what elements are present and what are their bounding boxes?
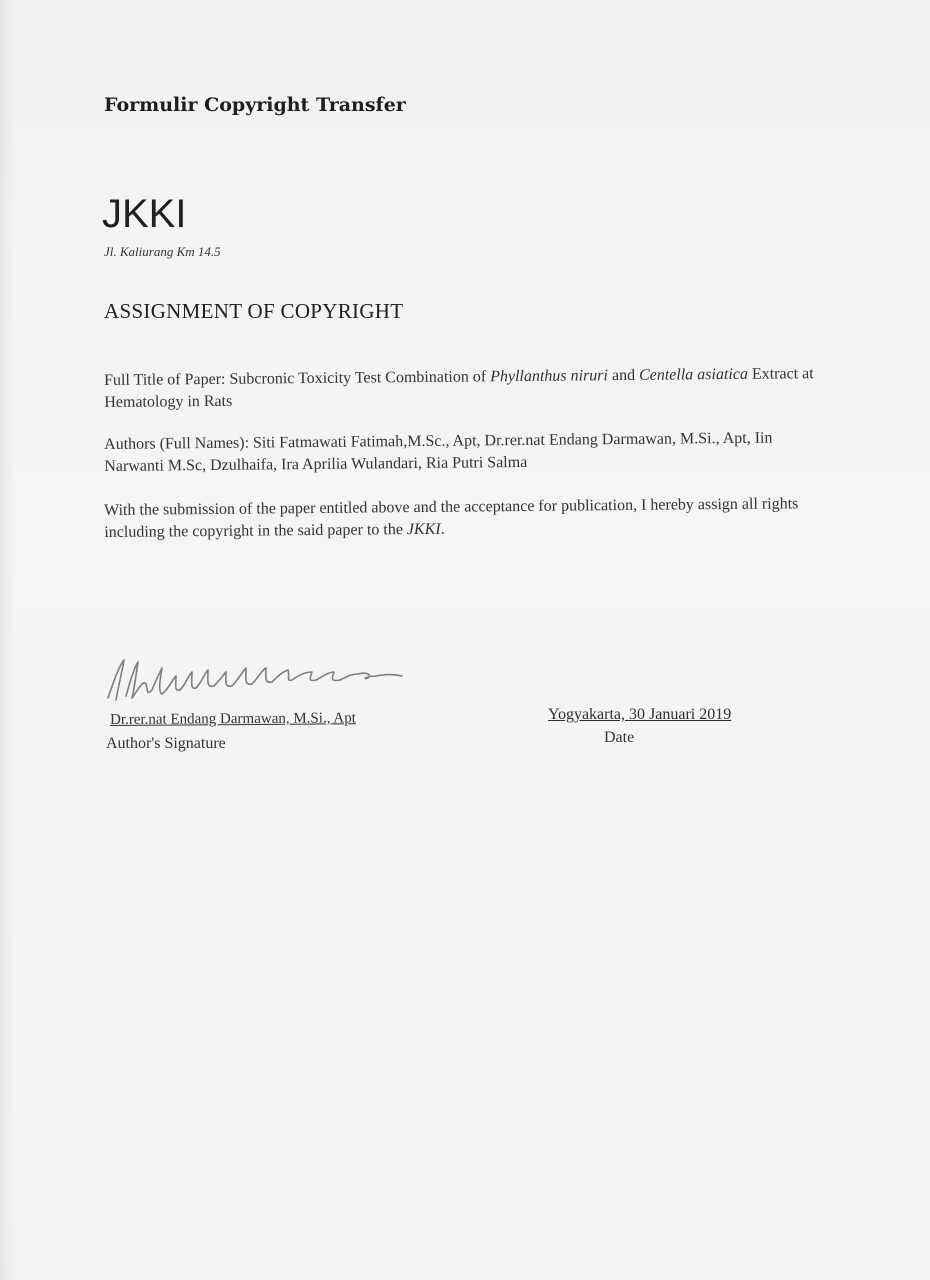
authors-paragraph bbox=[104, 427, 824, 478]
paper-title-paragraph bbox=[104, 363, 824, 414]
assignment-paragraph bbox=[104, 493, 824, 544]
authors-value: Siti Fatmawati Fatimah,M.Sc., Apt, Dr.rer.nat Endang Darmawan, M.Si., Apt, Iin Narwanti M.Sc, Dzulhaifa, Ira Aprilia Wulandari, Ria Putri Salma bbox=[104, 429, 773, 475]
paper-title-text-2: Extract at Hematology in Rats bbox=[104, 365, 814, 411]
date-caption: Date bbox=[604, 729, 635, 746]
signer-caption: Author's Signature bbox=[106, 735, 226, 752]
handwritten-signature bbox=[96, 650, 416, 710]
paper-title-species-1: Phyllanthus niruri bbox=[490, 367, 609, 386]
authors-label: Authors (Full Names): bbox=[104, 434, 254, 453]
journal-address: Jl. Kaliurang Km 14.5 bbox=[104, 244, 221, 259]
paper-title-label: Full Title of Paper: bbox=[104, 370, 230, 389]
assignment-journal: JKKI bbox=[406, 520, 441, 539]
paper-title-and: and bbox=[607, 366, 640, 385]
signer-name: Dr.rer.nat Endang Darmawan, M.Si., Apt bbox=[110, 710, 356, 728]
assignment-end: . bbox=[440, 520, 445, 538]
journal-logo: JKKI bbox=[102, 192, 187, 236]
paper-title-species-2: Centella asiatica bbox=[638, 365, 748, 384]
form-title: Formulir Copyright Transfer bbox=[104, 94, 406, 116]
paper-title-text-1: Subcronic Toxicity Test Combination of bbox=[229, 368, 491, 388]
page-edge-shadow bbox=[0, 0, 14, 1280]
section-heading: ASSIGNMENT OF COPYRIGHT bbox=[104, 299, 404, 323]
signature-date: Yogyakarta, 30 Januari 2019 bbox=[548, 706, 732, 723]
assignment-text: With the submission of the paper entitled above and the acceptance for publication, I hereby assign all rights including the copyright in the said paper to the bbox=[104, 495, 799, 541]
